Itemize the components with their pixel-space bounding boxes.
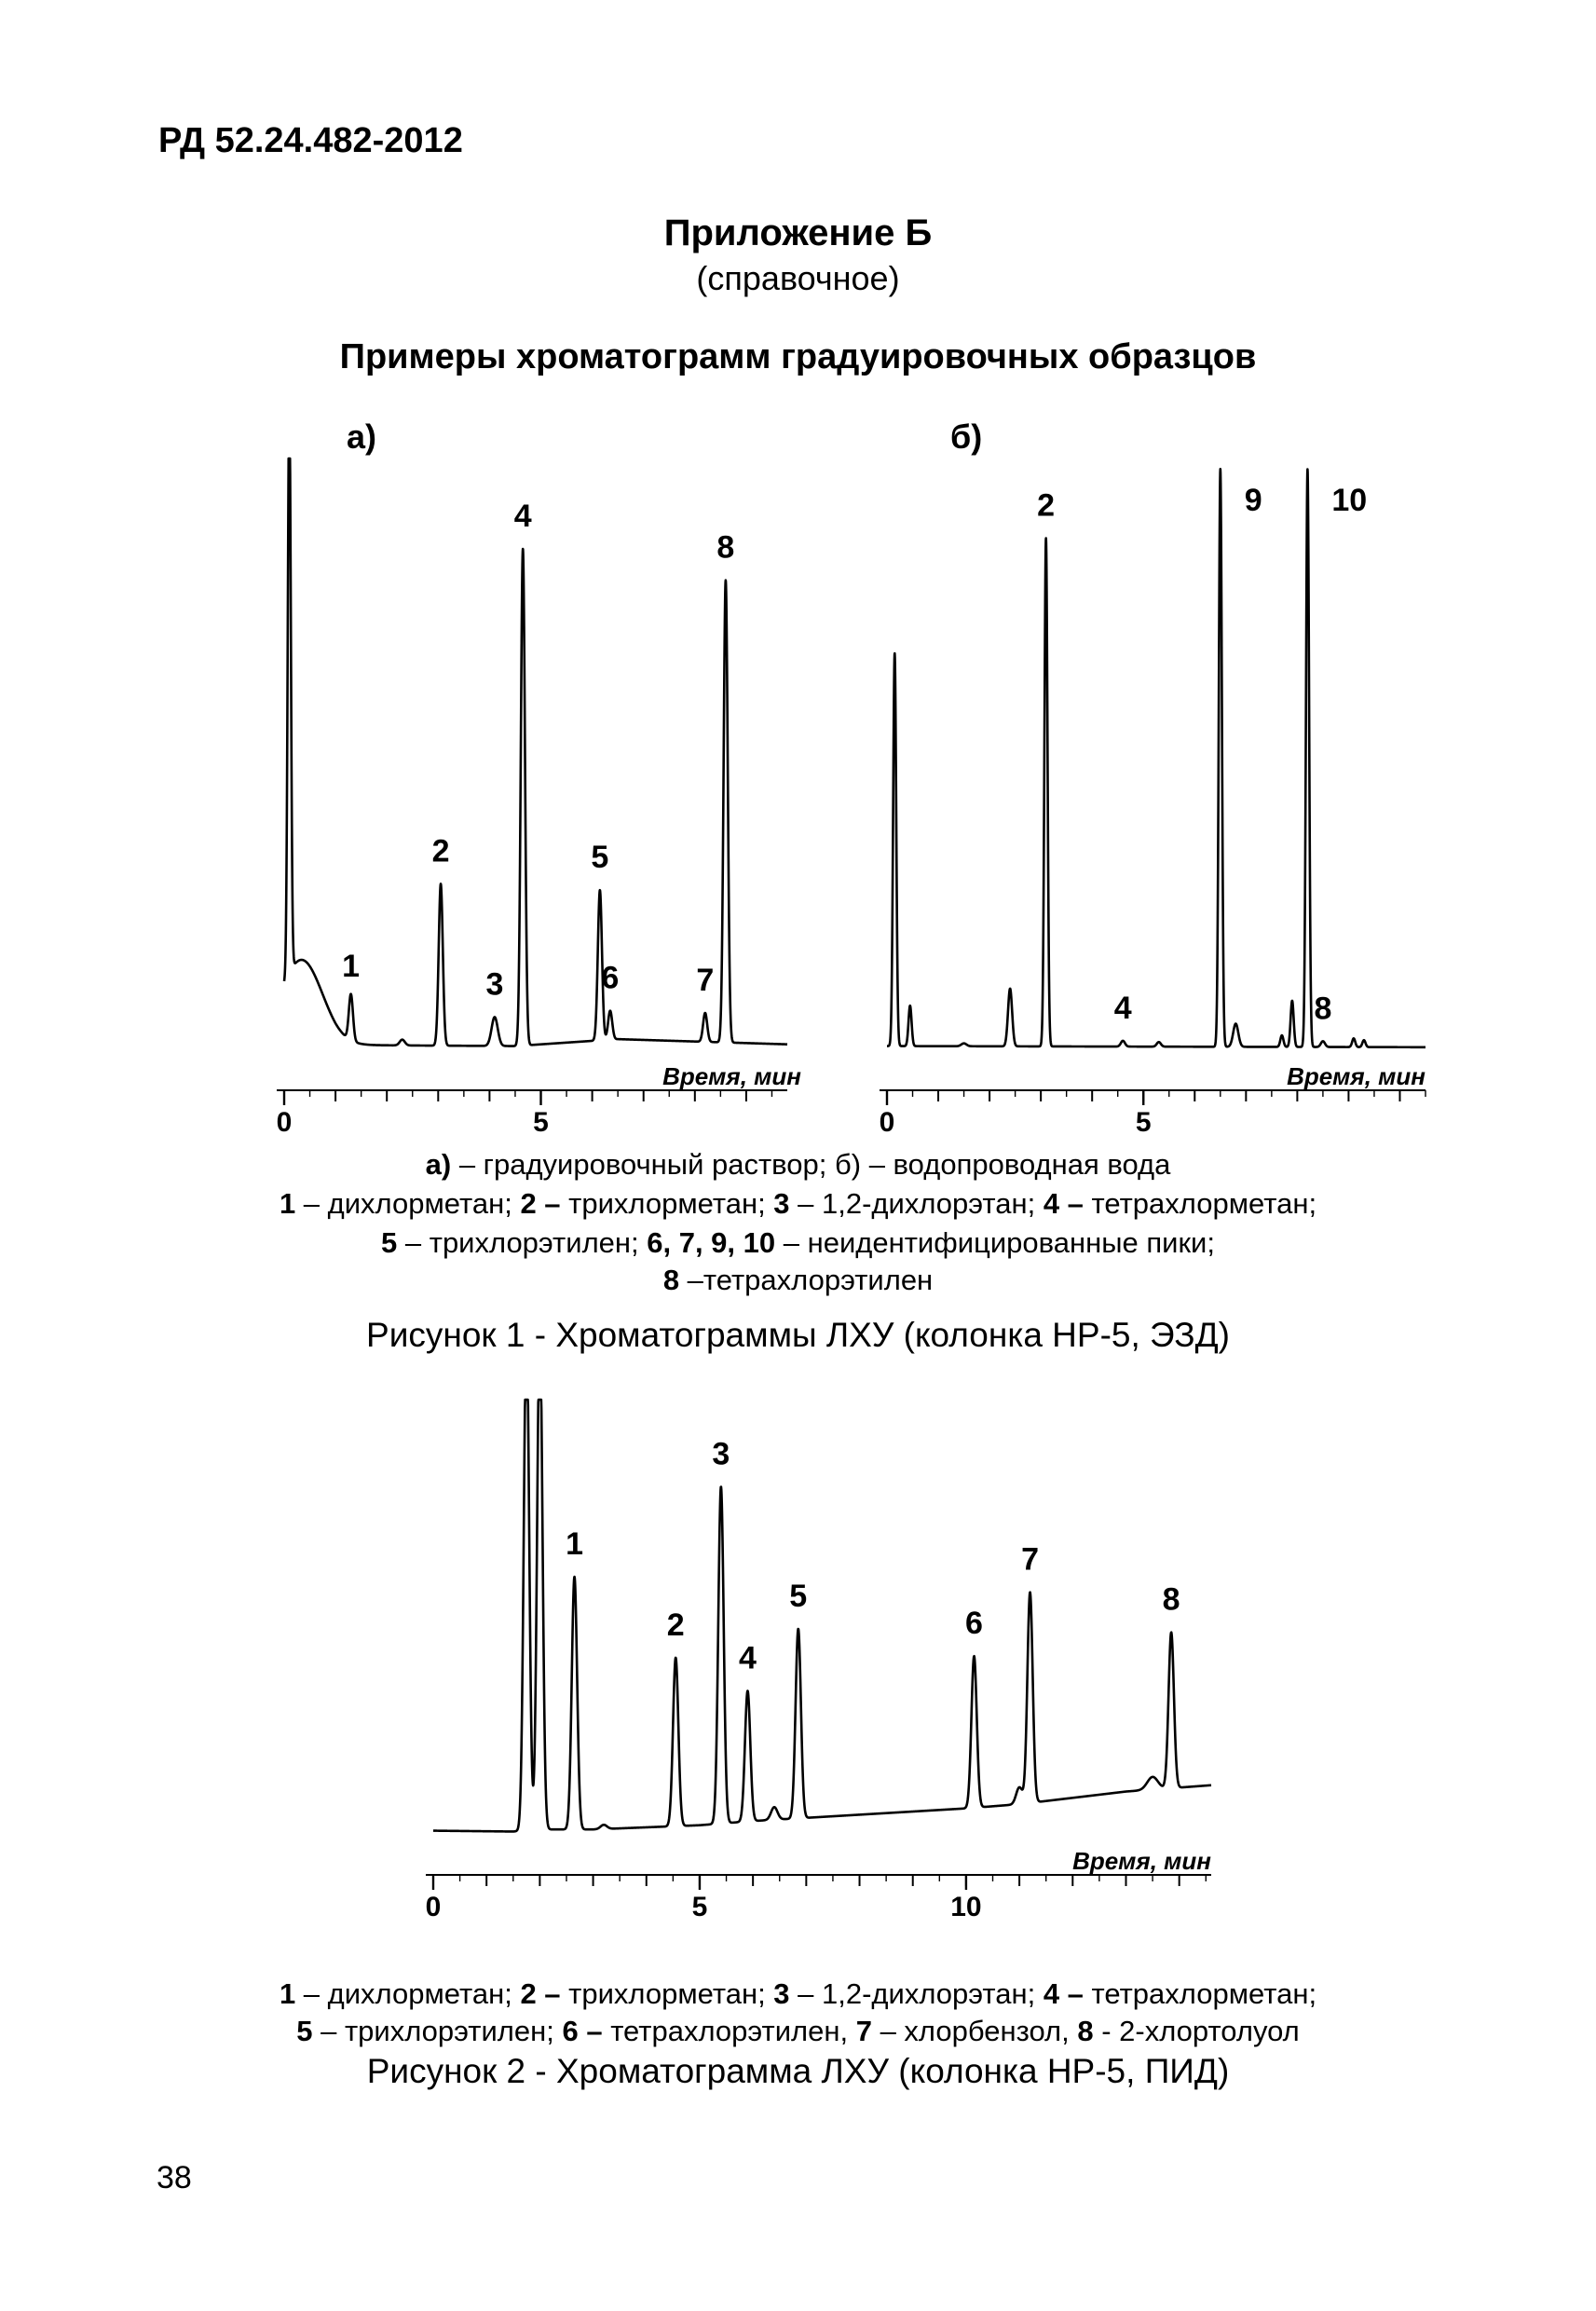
caption-run: – трихлорэтилен;: [397, 1226, 648, 1259]
peak-label: 9: [1244, 483, 1262, 518]
figure2-title: Рисунок 2 - Хроматограмма ЛХУ (колонка HP-5, ПИД): [366, 2052, 1230, 2090]
peak-label: 7: [1021, 1541, 1040, 1578]
peak-label: 4: [738, 1640, 757, 1676]
figure1-caption-line: [0, 1264, 1596, 1297]
figure1-title: Рисунок 1 - Хроматограммы ЛХУ (колонка HP-5, ЭЗД): [366, 1316, 1230, 1354]
peak-label: 3: [712, 1436, 730, 1472]
caption-run: 7: [855, 2015, 872, 2047]
chromatogram-trace: [887, 469, 1425, 1046]
peak-label: 5: [789, 1578, 808, 1614]
time-tick-label: 0: [276, 1107, 293, 1137]
caption-run: 5: [296, 2015, 313, 2047]
figure1-caption-line: [0, 1187, 1596, 1221]
panel-b-label: б): [950, 417, 983, 456]
figure1-caption-line: [0, 1226, 1596, 1260]
peak-label: 8: [1314, 991, 1332, 1027]
peak-label: 2: [666, 1607, 685, 1643]
peak-label: 3: [485, 966, 504, 1003]
peak-label: 10: [1331, 483, 1368, 518]
time-axis-title: Время, мин: [1287, 1062, 1425, 1090]
peak-label: 2: [1037, 487, 1056, 524]
caption-run: – градуировочный раствор; б) – водопроводная вода: [451, 1148, 1171, 1181]
time-axis-title: Время, мин: [1072, 1847, 1211, 1875]
time-tick-label: 10: [950, 1892, 982, 1922]
caption-run: – неидентифицированные пики;: [775, 1226, 1215, 1259]
peak-label: 1: [342, 948, 361, 984]
page-number: 38: [157, 2160, 192, 2195]
time-tick-label: 0: [879, 1107, 895, 1137]
peak-label: 8: [1162, 1581, 1180, 1618]
peak-label: 4: [513, 498, 532, 534]
figure2-caption-line: [0, 1977, 1596, 2011]
caption-run: 5: [381, 1226, 398, 1259]
caption-run: – хлорбензол,: [871, 2015, 1078, 2047]
caption-run: 2 –: [520, 1187, 561, 1220]
peak-label: 6: [965, 1606, 983, 1642]
caption-run: – дихлорметан;: [295, 1977, 521, 2010]
chromatogram-trace: [433, 1400, 1211, 1831]
caption-run: а): [425, 1148, 452, 1181]
caption-run: 6 –: [562, 2015, 603, 2047]
peak-label: 5: [591, 840, 609, 876]
peak-label: 8: [716, 529, 735, 566]
time-tick-label: 5: [691, 1892, 708, 1922]
caption-run: 4 –: [1043, 1977, 1084, 2010]
peak-label: 6: [601, 960, 620, 996]
caption-run: трихлорметан;: [560, 1187, 774, 1220]
caption-run: 2 –: [520, 1977, 561, 2010]
caption-run: 3: [773, 1187, 790, 1220]
time-tick-label: 5: [1135, 1107, 1152, 1137]
appendix-subtitle: (справочное): [696, 259, 900, 297]
figure2-caption-line: [0, 2015, 1596, 2048]
figure1-caption-line: [0, 1148, 1596, 1182]
caption-run: - 2-хлортолуол: [1093, 2015, 1300, 2047]
section-title: Примеры хроматограмм градуировочных образцов: [339, 337, 1257, 376]
chromatogram-a: [270, 457, 811, 1137]
caption-run: тетрахлорэтилен,: [602, 2015, 856, 2047]
caption-run: – дихлорметан;: [295, 1187, 521, 1220]
caption-run: 1: [279, 1977, 296, 2010]
caption-run: 3: [773, 1977, 790, 2010]
panel-a-label: а): [347, 417, 377, 456]
caption-run: 8: [662, 1264, 680, 1296]
peak-label: 2: [431, 833, 450, 869]
caption-run: –тетрахлорэтилен: [679, 1264, 934, 1296]
caption-run: тетрахлорметан;: [1083, 1977, 1317, 2010]
time-tick-label: 5: [533, 1107, 549, 1137]
caption-run: 4 –: [1043, 1187, 1084, 1220]
peak-label: 1: [566, 1526, 584, 1563]
time-axis-title: Время, мин: [662, 1062, 801, 1090]
caption-run: трихлорметан;: [560, 1977, 774, 2010]
appendix-title: Приложение Б: [663, 212, 933, 253]
caption-run: 1: [279, 1187, 296, 1220]
caption-run: – 1,2-дихлорэтан;: [789, 1977, 1044, 2010]
chromatogram-b: [866, 457, 1435, 1137]
caption-run: тетрахлорметан;: [1083, 1187, 1317, 1220]
caption-run: 8: [1077, 2015, 1094, 2047]
peak-label: 4: [1113, 990, 1132, 1026]
chromatogram-2: [401, 1398, 1221, 1948]
caption-run: – трихлорэтилен;: [312, 2015, 563, 2047]
time-tick-label: 0: [425, 1892, 442, 1922]
document-code: РД 52.24.482-2012: [158, 121, 463, 160]
caption-run: – 1,2-дихлорэтан;: [789, 1187, 1044, 1220]
peak-label: 7: [696, 962, 715, 998]
caption-run: 6, 7, 9, 10: [647, 1226, 776, 1259]
